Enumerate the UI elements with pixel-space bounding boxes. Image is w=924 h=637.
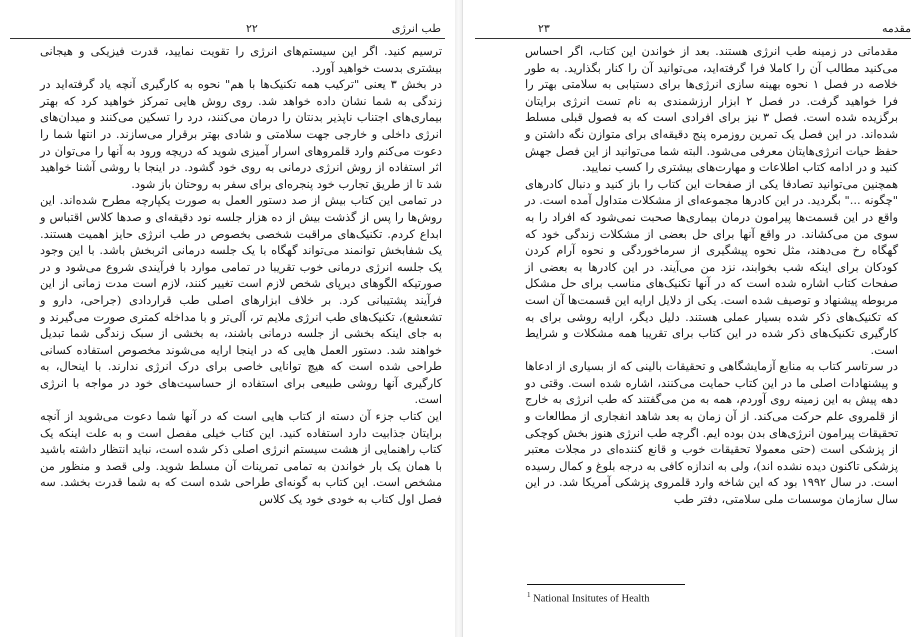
running-title: مقدمه xyxy=(881,22,911,35)
paragraph: ترسیم کنید. اگر این سیستم‌های انرژی را تقویت نمایید، قدرت فیزیکی و هیجانی بیشتری بدست خواهید آورد. xyxy=(40,44,442,75)
footnote-marker: 1 xyxy=(527,591,531,599)
page-number: ۲۳ xyxy=(538,22,550,35)
footnote-rule xyxy=(527,584,685,585)
paragraph: در بخش ۳ یعنی "ترکیب همه تکنیک‌ها با هم" نحوه به کارگیری آنچه یاد گرفته‌اید در زندگی به شما نشان داده خواهد شد. روی روش هایی تمرکز خواهید کرد که بهتر بیماری‌های اجتناب ناپذیر بدنتان را درمان می‌کنند، درد را تسکین می‌کنند و میدان‌های انرژی داخلی و خارجی جهت سلامتی و شادی بهتر برقرار می‌سازند. در انتها شما را دعوت می‌کنم وارد قلمروهای اسرار آمیزی شوید که دریچه ورود به آنها را می‌توان در اثر استفاده از روش انرژی درمانی به روی خود گشود. در اینجا با روشی آشنا خواهید شد تا از طریق تجارب خود پنجره‌ای برای سفر به روحتان باز شود. xyxy=(40,77,442,191)
running-title: طب انرژی xyxy=(391,22,441,35)
footnote xyxy=(527,591,649,605)
paragraph: همچنین می‌توانید تصادفا یکی از صفحات این کتاب را باز کنید و دنبال کادرهای "چگونه ..." بگردید. در این کادرها مجموعه‌ای از مشکلات متداول آمده است. در واقع در این قسمت‌ها پیرامون درمان بیماری‌ها صحبت نمی‌شود که افراد را به سوی من می‌کشاند. در واقع آنها برای حل بعضی از مشکلات زندگی خود که گهگاه رخ می‌دهند، مثل نحوه پیشگیری از سرماخوردگی و نحوه آرام کردن کودکان برای اینکه شب بخوابند، نزد من می‌آیند. در این کادرها به بعضی از صفحات کتاب اشاره شده است که در آنها تکنیک‌های مناسب برای حل مشکل مربوطه پیشنهاد و توصیف شده است. یکی از دلایل ارایه این قسمت‌ها آن است که تکنیک‌های ذکر شده بسیار عملی هستند. دلیل دیگر، ارایه روشی برای به کارگیری تکنیک‌های ذکر شده در این کتاب برای تقریبا همه مشکلات و شرایط است. xyxy=(525,176,898,357)
header-rule xyxy=(475,38,911,39)
paragraph: در سرتاسر کتاب به منابع آزمایشگاهی و تحقیقات بالینی که از بسیاری از ادعاها و پیشنهادات اصلی ما در این کتاب حمایت می‌کنند، اشاره شده است. وقتی دو دهه پیش به این زمینه روی آوردم، همه به من می‌گفتند که طب انرژی به خارج از قلمروی علم حرکت می‌کند. از آن زمان به بعد شاهد انفجاری از مطالعات و تحقیقات پیرامون انرژی‌های بدن بوده ایم. اگرچه طب انرژی هنوز بخش کوچکی از پزشکی است (حتی معمولا تحقیقات خوب و قانع کننده‌ای در مجلات معتبر پزشکی تاکنون دیده نشده اند)، ولی به اندازه کافی به درجه بلوغ و کمال رسیده است. در سال ۱۹۹۲ بود که این شاخه وارد قلمروی پزشکی آمریکا شد. در این سال سازمان موسسات ملی سلامتی، دفتر طب xyxy=(525,359,898,507)
left-page xyxy=(0,0,456,637)
page-number: ۲۲ xyxy=(246,22,258,35)
book-gutter xyxy=(455,0,462,637)
page-body xyxy=(40,43,442,508)
paragraph: مقدماتی در زمینه طب انرژی هستند. بعد از خواندن این کتاب، اگر احساس می‌کنید مطالب آن را کاملا فرا گرفته‌اید، می‌توانید آن را کنار بگذارید. به طور خلاصه در فصل ۱ نحوه بهینه سازی انرژی‌ها برای دستیابی به سلامتی بهتر را فرا خواهید گرفت. در فصل ۲ ابزار ارزشمندی به نام تست انرژی برایتان برگزیده شده است. فصل ۳ نیز برای افرادی است که به فصول قبلی مسلط شده‌اند. در این فصل یک تمرین روزمره پنج دقیقه‌ای برای متوازن نگه داشتن و حفظ حیات انرژی‌هایتان معرفی می‌شود. البته شما می‌توانید از این فصل جهش کنید و در ادامه کتاب اطلاعات و مهارت‌های بیشتری را کسب نمایید. xyxy=(525,44,898,175)
paragraph: این کتاب جزء آن دسته از کتاب هایی است که در آنها شما دعوت می‌شوید از آنچه برایتان جذابیت دارد استفاده کنید. این کتاب خیلی مفصل است و به علت اینکه یک کتاب راهنمایی از هشت سیستم انرژی اصلی ذکر شده است، نباید انتظار داشته باشید با همان یک بار خواندن به تمامی تمرینات آن مسلط شوید. ولی قصد و منظور من مشخص است. این کتاب به گونه‌ای طراحی شده است که به شما قدرت بخشد. سه فصل اول کتاب به خودی خود یک کلاس xyxy=(40,409,442,507)
footnote-text: National Insitutes of Health xyxy=(533,593,650,605)
paragraph: در تمامی این کتاب بیش از صد دستور العمل به صورت یکپارچه مطرح شده‌اند. این روش‌ها را پس از گذشت بیش از ده هزار جلسه نود دقیقه‌ای و صدها کلاس اقتباس و ابداع کردم. تکنیک‌های مراقبت شخصی بخصوص در طب انرژی حایز اهمیت هستند. یک شفابخش توانمند می‌تواند گهگاه با یک جلسه درمانی اثربخش باشد. با این وجود یک جلسه انرژی درمانی خوب تقریبا در تمامی موارد با فرآیندی شروع می‌شود و در صورتیکه الگوهای دیرپای شخص لازم است تغییر کنند، لازم است مدت زمانی از این فرآیند پشتیبانی کرد. بر خلاف ابزارهای اصلی طب قراردادی (جراحی، دارو و تشعشع)، تکنیک‌های طب انرژی ملایم تر، آلی‌تر و با مداخله کمتری صورت می‌گیرند و به جای اینکه بخشی از جلسه درمانی باشند، به بخشی از سبک زندگی شما تبدیل خواهند شد. دستور العمل هایی که در اینجا ارایه می‌شوند مخصوص استفاده کسانی طراحی شده است که هیچ توانایی خاصی برای درک انرژی ندارند. با اینحال، به کارگیری آنها روشی طبیعی برای استفاده از حساسیت‌های خود در مواجه با انرژی است. xyxy=(40,193,442,407)
header-rule xyxy=(10,38,445,39)
right-page xyxy=(462,0,924,637)
page-body xyxy=(525,43,898,508)
